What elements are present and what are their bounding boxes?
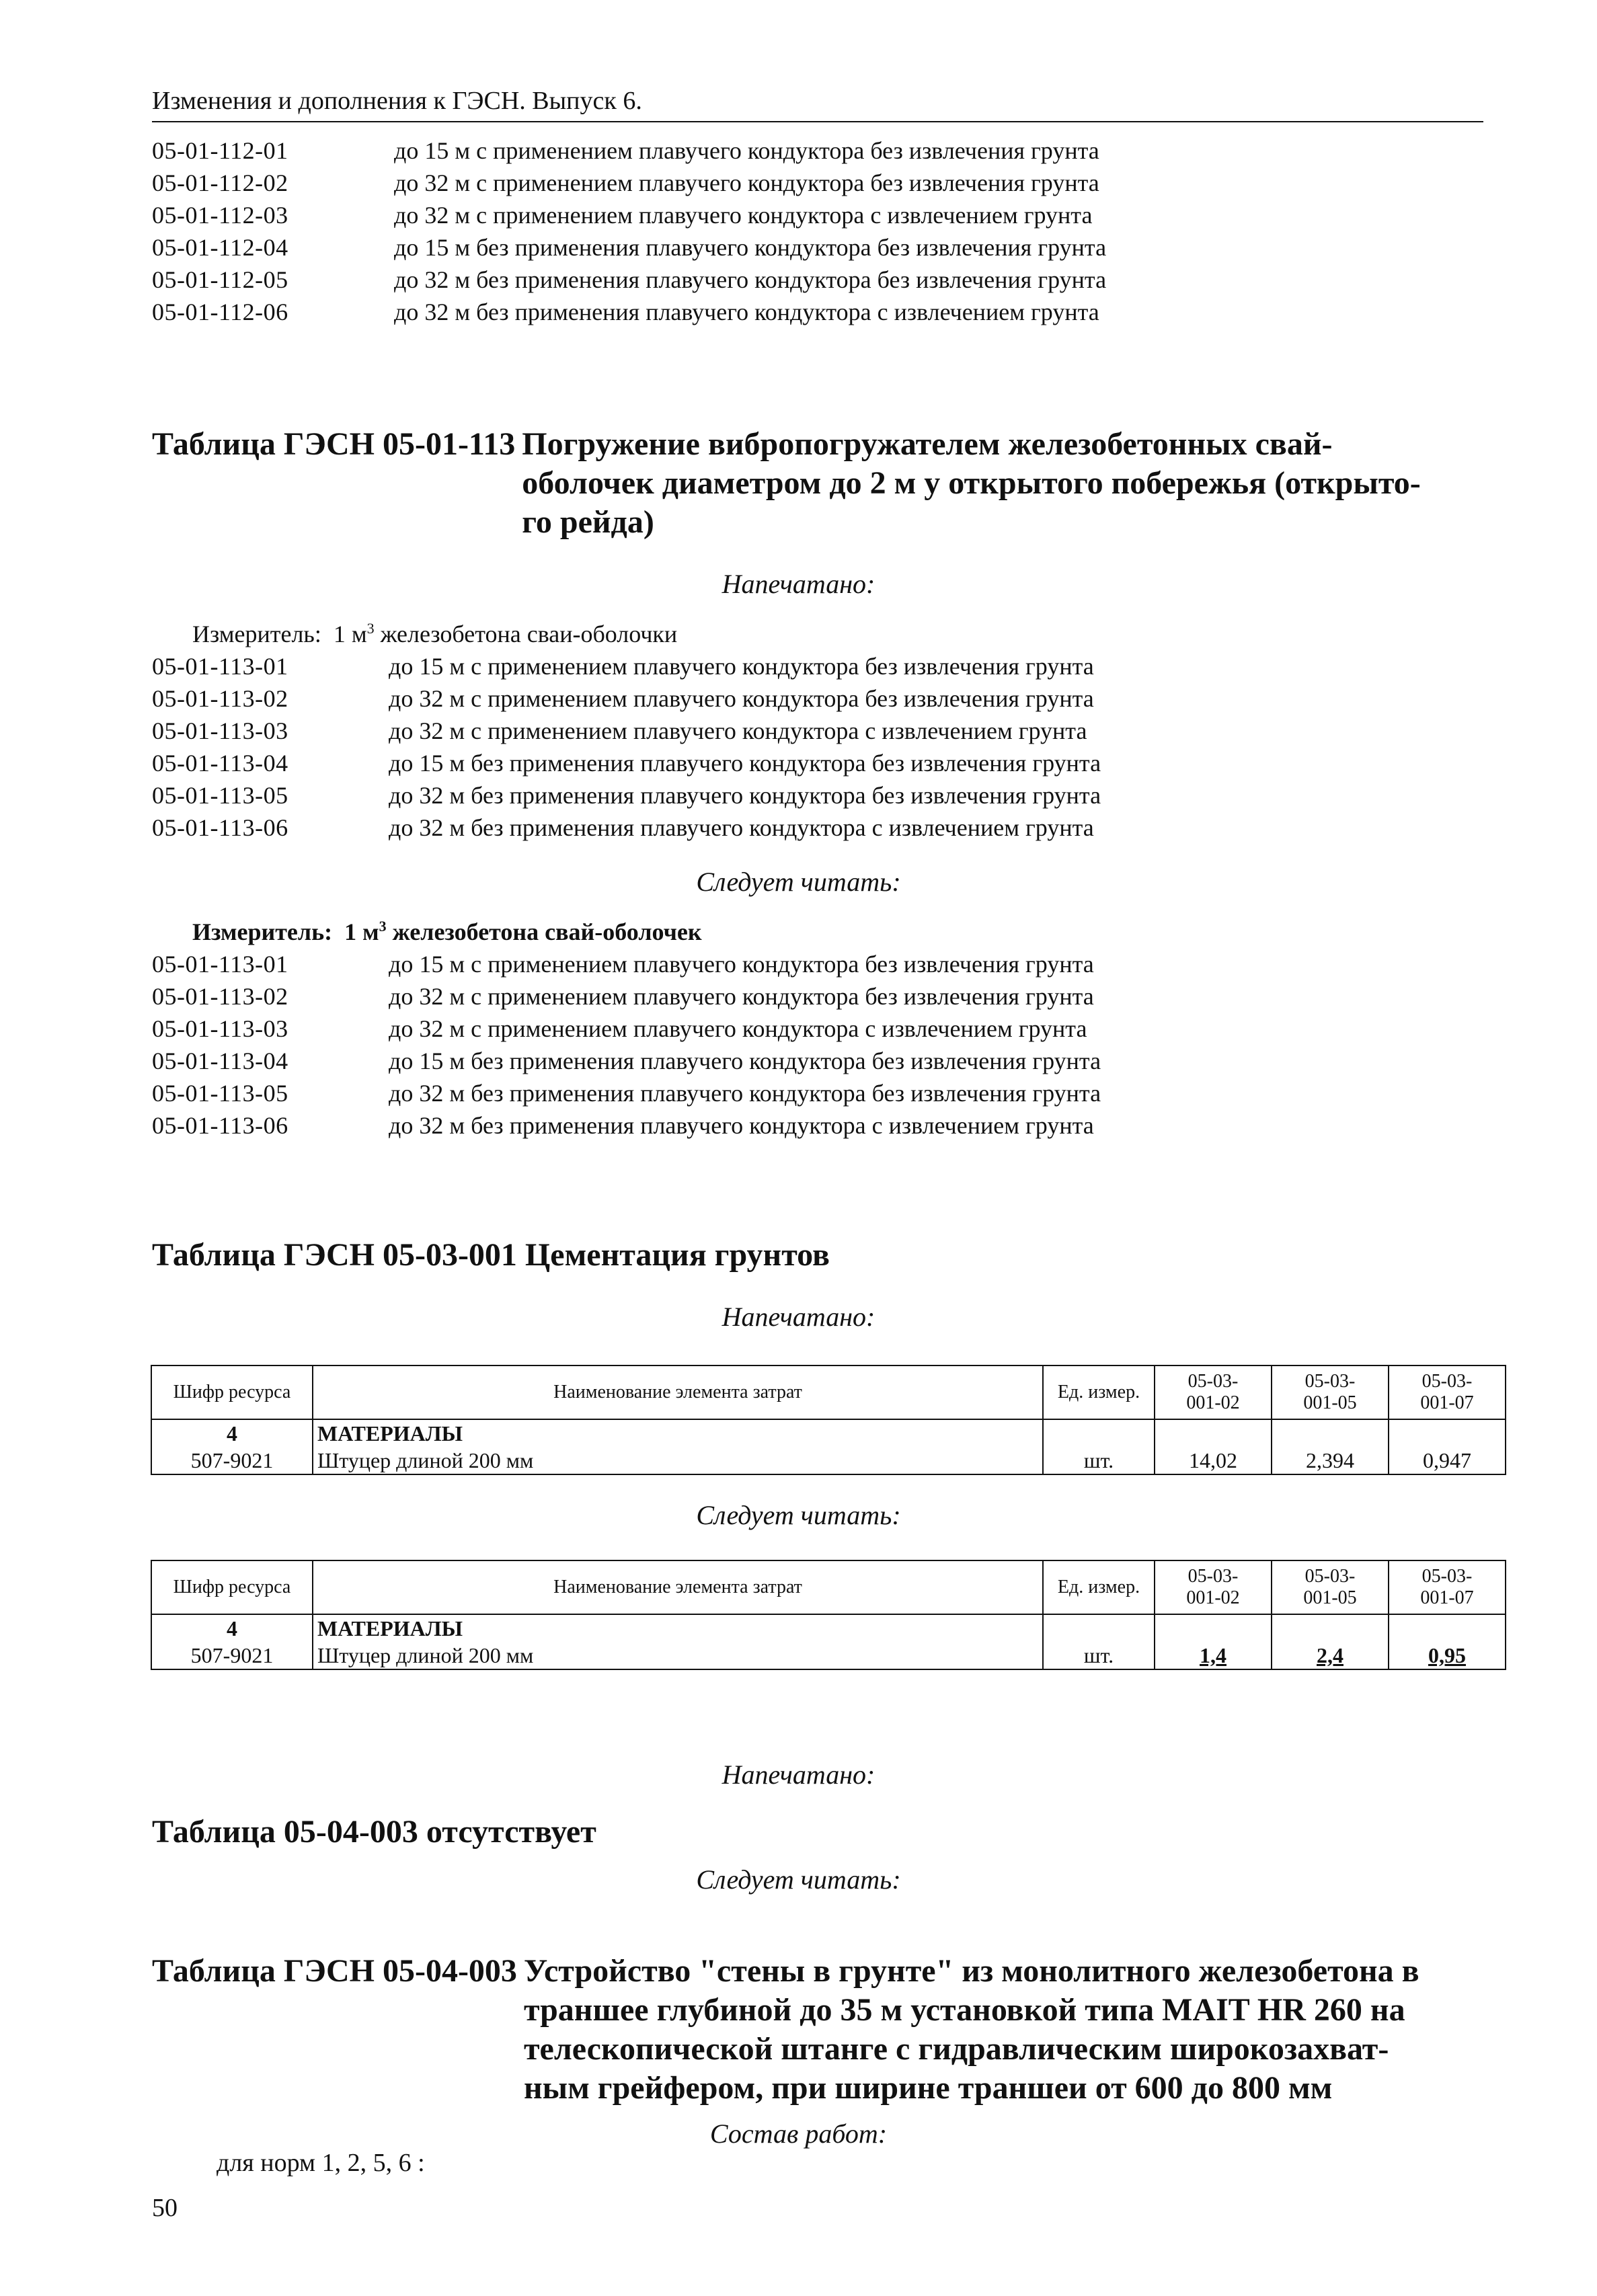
heading-line: го рейда) <box>522 504 654 540</box>
list-item <box>152 264 1483 296</box>
group-name: МАТЕРИАЛЫ <box>317 1616 463 1640</box>
heading-title <box>517 1952 1497 2108</box>
norm-bottom: 001-02 <box>1186 1392 1240 1413</box>
printed-label-03-wrap <box>0 1301 1597 1333</box>
col-norm-header <box>1389 1365 1506 1419</box>
heading-line: траншее глубиной до 35 м установкой типа MAIT HR 260 на <box>523 1992 1405 2028</box>
item-code: 05-01-112-02 <box>152 169 288 196</box>
item-text: до 32 м без применения плавучего кондуктора без извлечения грунта <box>389 782 1101 809</box>
item-code: 05-01-113-05 <box>152 1080 288 1107</box>
table-04-003-heading <box>152 1952 1497 2108</box>
running-header: Изменения и дополнения к ГЭСН. Выпуск 6. <box>152 87 642 115</box>
page-number: 50 <box>152 2194 178 2222</box>
item-code: 05-01-112-06 <box>152 299 288 325</box>
list-item <box>152 747 1483 779</box>
table-03-001-heading: Таблица ГЭСН 05-03-001 Цементация грунтов <box>152 1237 830 1273</box>
code-cell <box>151 1614 313 1669</box>
measure-text: железобетона свай-оболочек <box>386 918 702 945</box>
item-text: до 32 м без применения плавучего кондуктора без извлечения грунта <box>394 266 1107 293</box>
value: 2,394 <box>1306 1448 1354 1472</box>
item-code: 05-01-113-02 <box>152 983 288 1010</box>
item-text: до 15 м с применением плавучего кондуктора без извлечения грунта <box>394 137 1099 164</box>
list-item <box>152 650 1483 682</box>
list-item <box>152 1013 1483 1045</box>
heading-line: ным грейфером, при ширине траншеи от 600 до 800 мм <box>523 2070 1333 2106</box>
col-unit-header: Ед. измер. <box>1043 1365 1155 1419</box>
printed-code-list <box>152 650 1483 844</box>
list-item <box>152 1077 1483 1109</box>
item-text: до 32 м с применением плавучего кондуктора без извлечения грунта <box>389 685 1094 712</box>
item-text: до 15 м без применения плавучего кондуктора без извлечения грунта <box>389 750 1101 777</box>
item-text: до 32 м без применения плавучего кондуктора с извлечением грунта <box>389 814 1094 841</box>
item-text: до 32 м без применения плавучего кондуктора с извлечением грунта <box>389 1112 1094 1139</box>
table-header-row <box>151 1365 1506 1419</box>
item-text: до 32 м с применением плавучего кондуктора с извлечением грунта <box>389 1015 1087 1042</box>
measure-label: Измеритель: <box>192 621 321 647</box>
table-header-row <box>151 1560 1506 1614</box>
list-item <box>152 167 1483 199</box>
read-label-04-wrap <box>0 1864 1597 1895</box>
value: 1,4 <box>1200 1643 1226 1667</box>
list-item <box>152 779 1483 811</box>
item-text: до 15 м с применением плавучего кондуктора без извлечения грунта <box>389 951 1094 978</box>
item-code: 05-01-113-06 <box>152 814 288 841</box>
item-name: Штуцер длиной 200 мм <box>317 1643 534 1667</box>
col-unit-header: Ед. измер. <box>1043 1560 1155 1614</box>
list-item <box>152 1045 1483 1077</box>
col-norm-header <box>1155 1560 1272 1614</box>
norms-text: для норм 1, 2, 5, 6 : <box>217 2149 425 2177</box>
measure-sup: 3 <box>366 620 375 637</box>
table-row <box>151 1419 1506 1474</box>
norm-bottom: 001-07 <box>1420 1392 1474 1413</box>
list-item <box>152 296 1483 328</box>
read-label: Следует читать: <box>696 1864 901 1895</box>
item-text: до 15 м без применения плавучего кондуктора без извлечения грунта <box>389 1047 1101 1074</box>
value: 14,02 <box>1189 1448 1237 1472</box>
norm-top: 05-03- <box>1304 1371 1356 1392</box>
list-item <box>152 199 1483 231</box>
printed-label-113-wrap <box>0 568 1597 600</box>
norm-bottom: 001-02 <box>1186 1587 1240 1608</box>
col-norm-header <box>1389 1560 1506 1614</box>
col-code-header: Шифр ресурса <box>151 1560 313 1614</box>
heading-line: Устройство "стены в грунте" из монолитного железобетона в <box>523 1953 1419 1989</box>
norm-bottom: 001-05 <box>1303 1587 1357 1608</box>
read-label-03-wrap <box>0 1499 1597 1531</box>
col-name-header: Наименование элемента затрат <box>313 1365 1043 1419</box>
item-code: 05-01-113-05 <box>152 782 288 809</box>
read-resource-table <box>151 1560 1506 1670</box>
norm-top: 05-03- <box>1187 1566 1239 1587</box>
measure-label: Измеритель: <box>192 918 333 945</box>
absent-table-note: Таблица 05-04-003 отсутствует <box>152 1814 596 1850</box>
printed-resource-table <box>151 1365 1506 1475</box>
col-norm-header <box>1272 1560 1389 1614</box>
col-code-header: Шифр ресурса <box>151 1365 313 1419</box>
item-code: 05-01-112-04 <box>152 234 288 261</box>
item-code: 05-01-112-01 <box>152 137 288 164</box>
item-code: 05-01-113-01 <box>152 951 288 978</box>
value-cell <box>1272 1614 1389 1669</box>
item-code: 05-01-113-03 <box>152 717 288 744</box>
norm-top: 05-03- <box>1421 1371 1473 1392</box>
group-name: МАТЕРИАЛЫ <box>317 1421 463 1446</box>
item-code: 05-01-113-06 <box>152 1112 288 1139</box>
group-code: 4 <box>227 1421 237 1446</box>
printed-measure <box>192 620 677 648</box>
item-text: до 15 м с применением плавучего кондуктора без извлечения грунта <box>389 653 1094 680</box>
item-code: 05-01-112-03 <box>152 202 288 229</box>
measure-text: железобетона сваи-оболочки <box>374 621 678 647</box>
col-norm-header <box>1155 1365 1272 1419</box>
list-item <box>152 980 1483 1013</box>
list-item <box>152 231 1483 264</box>
item-text: до 32 м с применением плавучего кондуктора с извлечением грунта <box>389 717 1087 744</box>
item-code: 05-01-113-01 <box>152 653 288 680</box>
item-code: 507-9021 <box>190 1448 274 1472</box>
value-cell <box>1389 1419 1506 1474</box>
printed-label: Напечатано: <box>722 569 875 599</box>
item-unit: шт. <box>1083 1448 1114 1472</box>
norm-top: 05-03- <box>1304 1566 1356 1587</box>
item-code: 05-01-113-02 <box>152 685 288 712</box>
works-label-wrap <box>0 2118 1597 2149</box>
list-item <box>152 715 1483 747</box>
read-measure <box>192 918 702 946</box>
list-item <box>152 682 1483 715</box>
works-label: Состав работ: <box>709 2119 888 2149</box>
heading-line: Погружение вибропогружателем железобетонных свай- <box>522 426 1333 462</box>
item-code: 507-9021 <box>190 1643 274 1667</box>
printed-label: Напечатано: <box>722 1302 875 1332</box>
item-text: до 32 м с применением плавучего кондуктора без извлечения грунта <box>389 983 1094 1010</box>
table-113-heading <box>152 425 1497 542</box>
name-cell <box>313 1614 1043 1669</box>
item-text: до 15 м без применения плавучего кондуктора без извлечения грунта <box>394 234 1107 261</box>
norm-bottom: 001-07 <box>1420 1587 1474 1608</box>
heading-line: оболочек диаметром до 2 м у открытого побережья (открыто- <box>522 465 1421 501</box>
norm-top: 05-03- <box>1421 1566 1473 1587</box>
value-cell <box>1389 1614 1506 1669</box>
value: 2,4 <box>1317 1643 1343 1667</box>
heading-prefix: Таблица ГЭСН 05-01-113 <box>152 426 516 462</box>
item-code: 05-01-113-04 <box>152 1047 288 1074</box>
item-text: до 32 м без применения плавучего кондуктора без извлечения грунта <box>389 1080 1101 1107</box>
table-row <box>151 1614 1506 1669</box>
read-code-list <box>152 948 1483 1142</box>
norm-bottom: 001-05 <box>1303 1392 1357 1413</box>
heading-line: телескопической штанге с гидравлическим широкозахват- <box>523 2031 1389 2067</box>
value: 0,947 <box>1423 1448 1471 1472</box>
heading-prefix: Таблица ГЭСН 05-04-003 <box>152 1953 517 1989</box>
unit-cell <box>1043 1614 1155 1669</box>
value-cell <box>1155 1614 1272 1669</box>
item-text: до 32 м с применением плавучего кондуктора с извлечением грунта <box>394 202 1093 229</box>
item-code: 05-01-113-04 <box>152 750 288 777</box>
name-cell <box>313 1419 1043 1474</box>
item-text: до 32 м с применением плавучего кондуктора без извлечения грунта <box>394 169 1099 196</box>
col-norm-header <box>1272 1365 1389 1419</box>
printed-label-04-wrap <box>0 1759 1597 1790</box>
item-code: 05-01-113-03 <box>152 1015 288 1042</box>
read-label: Следует читать: <box>696 1500 901 1530</box>
item-name: Штуцер длиной 200 мм <box>317 1448 534 1472</box>
header-rule <box>152 121 1483 122</box>
measure-sup: 3 <box>379 918 387 935</box>
unit-cell <box>1043 1419 1155 1474</box>
read-label-113-wrap <box>0 866 1597 898</box>
value: 0,95 <box>1428 1643 1466 1667</box>
list-item <box>152 1109 1483 1142</box>
list-item <box>152 134 1483 167</box>
norm-top: 05-03- <box>1187 1371 1239 1392</box>
measure-unit: 1 м <box>344 918 379 945</box>
code-cell <box>151 1419 313 1474</box>
value-cell <box>1272 1419 1389 1474</box>
group-code: 4 <box>227 1616 237 1640</box>
list-item <box>152 948 1483 980</box>
printed-label: Напечатано: <box>722 1759 875 1790</box>
top-code-list <box>152 134 1483 328</box>
item-code: 05-01-112-05 <box>152 266 288 293</box>
list-item <box>152 811 1483 844</box>
item-text: до 32 м без применения плавучего кондуктора с извлечением грунта <box>394 299 1099 325</box>
measure-unit: 1 м <box>333 621 367 647</box>
item-unit: шт. <box>1083 1643 1114 1667</box>
heading-title <box>515 425 1497 542</box>
col-name-header: Наименование элемента затрат <box>313 1560 1043 1614</box>
value-cell <box>1155 1419 1272 1474</box>
read-label: Следует читать: <box>696 867 901 897</box>
